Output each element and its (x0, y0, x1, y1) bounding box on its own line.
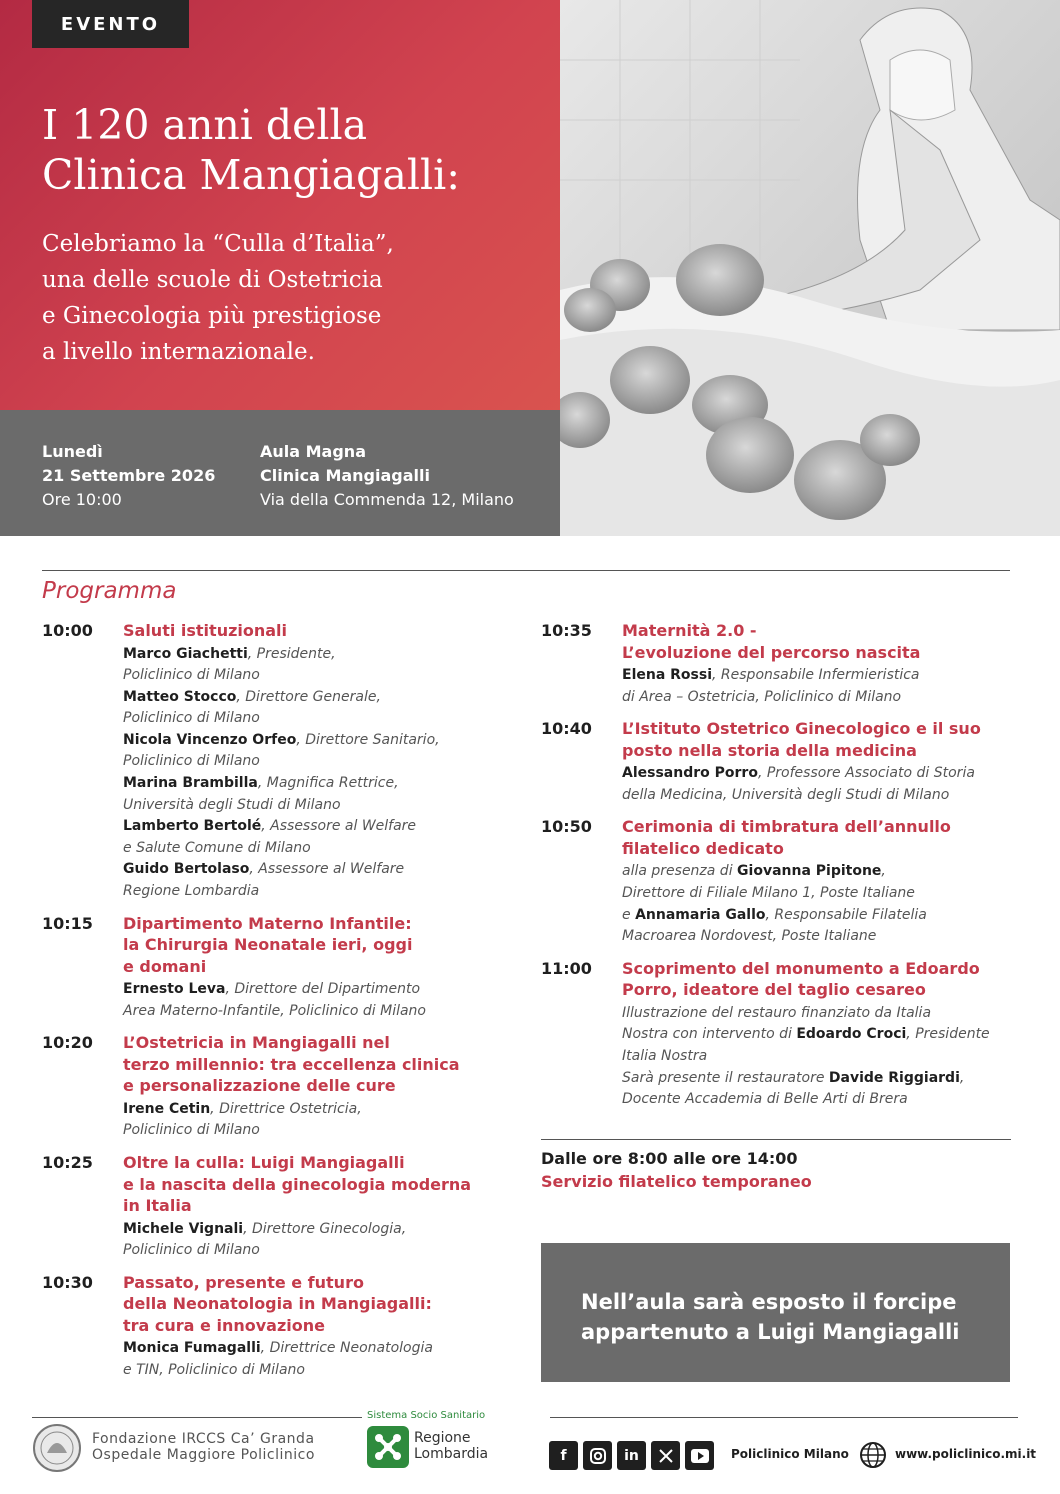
program-title-line: e la nascita della ginecologia moderna (123, 1174, 472, 1194)
divider (32, 1417, 362, 1418)
speaker-list (123, 1099, 502, 1142)
subtitle-line: Celebriamo la “Culla d’Italia”, (42, 231, 394, 257)
speaker-role: Policlinico di Milano (123, 1122, 260, 1139)
speaker-list (123, 644, 502, 903)
speaker-role: Università degli Studi di Milano (123, 796, 341, 813)
speaker-name: Ernesto Leva (123, 981, 226, 998)
speaker-line (123, 687, 502, 709)
program-title-line: tra cura e innovazione (123, 1315, 325, 1335)
title-line: I 120 anni della (42, 101, 368, 149)
speaker-line (123, 1001, 502, 1023)
program-title-line: terzo millennio: tra eccellenza clinica (123, 1054, 460, 1074)
speaker-role: di Area – Ostetricia, Policlinico di Milano (622, 688, 902, 705)
speaker-line (123, 730, 502, 752)
event-info-bar (0, 410, 560, 536)
speaker-name: Davide Riggiardi (828, 1069, 960, 1086)
speaker-role: della Medicina, Università degli Studi di Milano (622, 786, 950, 803)
program-time: 10:35 (541, 621, 592, 640)
speaker-role: , Assessore al Welfare (261, 818, 417, 835)
speaker-list (622, 1003, 1011, 1111)
program-title-text (622, 958, 1011, 1001)
speaker-role: e Salute Comune di Milano (123, 839, 311, 856)
youtube-icon[interactable] (685, 1441, 714, 1470)
speaker-list (123, 1338, 502, 1381)
speaker-role: alla presenza di (622, 863, 738, 880)
speaker-line (123, 816, 502, 838)
service-hours: Dalle ore 8:00 alle ore 14:00 (541, 1149, 798, 1168)
speaker-role: Policlinico di Milano (123, 667, 260, 684)
fondazione-line: Fondazione IRCCS Ca’ Granda (92, 1431, 315, 1447)
regione-lombardia-logo-icon (367, 1426, 409, 1468)
website-link[interactable]: www.policlinico.mi.it (895, 1447, 1037, 1461)
hero-panel (0, 0, 560, 410)
program-title-line: e personalizzazione delle cure (123, 1076, 396, 1096)
program-item (42, 620, 502, 903)
event-address: Via della Commenda 12, Milano (260, 490, 514, 509)
regione-line: Lombardia (414, 1446, 489, 1462)
program-title-line: filatelico dedicato (622, 838, 784, 858)
speaker-role: , Direttrice Ostetricia, (210, 1100, 362, 1117)
speaker-role: , Direttore Ginecologia, (243, 1220, 407, 1237)
fondazione-name (92, 1431, 315, 1463)
speaker-list (622, 665, 1011, 708)
program-title-line: della Neonatologia in Mangiagalli: (123, 1294, 432, 1314)
program-item (42, 1152, 502, 1262)
speaker-name: Elena Rossi (622, 667, 713, 683)
speaker-line (622, 883, 1011, 905)
title-line: Clinica Mangiagalli: (42, 151, 461, 199)
event-location-block (260, 440, 514, 512)
speaker-name: Guido Bertolaso (123, 861, 250, 878)
program-item (42, 913, 502, 1023)
divider (42, 570, 1010, 571)
notice-line: Nell’aula sarà esposto il forcipe (581, 1290, 957, 1314)
linkedin-icon[interactable]: in (617, 1441, 646, 1470)
speaker-line (123, 1360, 502, 1382)
program-item (541, 620, 1011, 708)
speaker-list (123, 1219, 502, 1262)
speaker-role: , Direttore Sanitario, (296, 731, 440, 748)
speaker-line (123, 859, 502, 881)
program-title-line: L’evoluzione del percorso nascita (622, 642, 921, 662)
program-time: 11:00 (541, 958, 592, 978)
program-title-text (123, 620, 502, 642)
speaker-role: , Direttore del Dipartimento (225, 981, 421, 998)
speaker-role: Docente Accademia di Belle Arti di Brera (622, 1091, 908, 1108)
program-title-line: in Italia (123, 1196, 192, 1215)
program-time: 10:00 (42, 621, 93, 640)
speaker-role: , Presidente (906, 1026, 990, 1043)
speaker-line (622, 687, 1011, 709)
page-title (42, 100, 552, 200)
divider (550, 1417, 1018, 1418)
speaker-role: , Responsabile Filatelia (765, 906, 927, 923)
program-time: 10:25 (42, 1153, 93, 1172)
program-time: 10:20 (42, 1033, 93, 1053)
subtitle-line: a livello internazionale. (42, 339, 315, 365)
speaker-role: Regione Lombardia (123, 883, 260, 900)
x-icon[interactable] (651, 1441, 680, 1470)
program-time: 10:30 (42, 1272, 93, 1292)
speaker-line (622, 1003, 1011, 1025)
service-label: Servizio filatelico temporaneo (541, 1172, 812, 1191)
speaker-name: Nicola Vincenzo Orfeo (123, 731, 297, 748)
speaker-role: , Responsabile Infermieristica (712, 667, 920, 683)
program-title-line: Cerimonia di timbratura dell’annullo (622, 817, 951, 837)
program-item (42, 1272, 502, 1382)
instagram-icon[interactable] (583, 1441, 612, 1470)
speaker-line (123, 644, 502, 666)
program-column-right (541, 620, 1011, 1121)
program-title-line: Saluti istituzionali (123, 621, 288, 640)
speaker-line (622, 665, 1011, 687)
fondazione-line: Ospedale Maggiore Policlinico (92, 1447, 315, 1463)
program-item (541, 816, 1011, 947)
speaker-role: , Magnifica Rettrice, (257, 775, 399, 792)
speaker-role: Policlinico di Milano (123, 1242, 260, 1259)
speaker-line (123, 1338, 502, 1360)
program-time: 10:40 (541, 719, 592, 739)
speaker-line (123, 1120, 502, 1142)
speaker-role: Area Materno-Infantile, Policlinico di Milano (123, 1002, 426, 1019)
speaker-line (622, 1089, 1011, 1111)
program-title-line: Maternità 2.0 - (622, 621, 757, 640)
speaker-line (622, 905, 1011, 927)
program-title-text (622, 816, 1011, 859)
speaker-role: , Professore Associato di Storia (757, 765, 975, 782)
speaker-line (622, 785, 1011, 807)
event-day: Lunedì (42, 442, 103, 461)
program-time: 10:50 (541, 817, 592, 837)
speaker-line (123, 838, 502, 860)
speaker-line (123, 708, 502, 730)
speaker-role: , (881, 863, 886, 880)
fondazione-seal-icon (32, 1423, 82, 1473)
event-building: Clinica Mangiagalli (260, 466, 430, 485)
program-title-line: Scoprimento del monumento a Edoardo (622, 958, 980, 978)
program-title-line: L’Ostetricia in Mangiagalli nel (123, 1033, 390, 1053)
event-date: 21 Settembre 2026 (42, 466, 216, 485)
program-title-line: la Chirurgia Neonatale ieri, oggi (123, 935, 413, 955)
speaker-role: Sarà presente il restauratore (622, 1069, 829, 1086)
speaker-name: Annamaria Gallo (635, 906, 766, 923)
speaker-name: Giovanna Pipitone (737, 863, 882, 880)
speaker-line (123, 665, 502, 687)
program-title-line: Dipartimento Materno Infantile: (123, 913, 412, 933)
speaker-role: Italia Nostra (622, 1047, 708, 1064)
program-title-text (123, 913, 502, 978)
subtitle (42, 226, 552, 370)
program-title-text (622, 620, 1011, 663)
speaker-role: Policlinico di Milano (123, 710, 260, 727)
program-title-text (123, 1272, 502, 1337)
speaker-line (622, 1024, 1011, 1046)
speaker-list (622, 763, 1011, 806)
event-time: Ore 10:00 (42, 490, 122, 509)
speaker-role: , Direttrice Neonatologia (260, 1340, 433, 1357)
speaker-list (123, 979, 502, 1022)
speaker-line (622, 763, 1011, 785)
speaker-list (622, 861, 1011, 947)
speaker-line (622, 1068, 1011, 1090)
program-item (541, 718, 1011, 806)
speaker-name: Michele Vignali (123, 1220, 244, 1237)
event-badge: EVENTO (32, 0, 189, 48)
speaker-line (123, 881, 502, 903)
speaker-role: Illustrazione del restauro finanziato da Italia (622, 1004, 932, 1021)
speaker-line (123, 1099, 502, 1121)
speaker-role: e (622, 906, 636, 923)
event-hall: Aula Magna (260, 442, 366, 461)
subtitle-line: una delle scuole di Ostetricia (42, 267, 383, 293)
speaker-role: Nostra con intervento di (622, 1026, 797, 1043)
speaker-line (123, 795, 502, 817)
speaker-line (622, 926, 1011, 948)
program-title: Programma (42, 578, 177, 604)
social-handle[interactable]: Policlinico Milano (731, 1447, 849, 1461)
program-title-line: Oltre la culla: Luigi Mangiagalli (123, 1153, 405, 1172)
speaker-name: Marina Brambilla (123, 775, 258, 792)
speaker-role: Direttore di Filiale Milano 1, Poste Italiane (622, 884, 915, 901)
speaker-line (123, 773, 502, 795)
facebook-icon[interactable]: f (549, 1441, 578, 1470)
program-time: 10:15 (42, 913, 93, 933)
ssr-label: Sistema Socio Sanitario (367, 1410, 486, 1421)
speaker-name: Edoardo Croci (796, 1026, 907, 1043)
divider (541, 1139, 1011, 1140)
speaker-role: Policlinico di Milano (123, 753, 260, 770)
speaker-line (123, 979, 502, 1001)
speaker-role: , Direttore Generale, (236, 688, 381, 705)
program-item (541, 958, 1011, 1111)
speaker-line (123, 751, 502, 773)
program-title-line: posto nella storia della medicina (622, 740, 917, 760)
speaker-name: Monica Fumagalli (123, 1340, 261, 1357)
program-title-line: Passato, presente e futuro (123, 1272, 364, 1292)
regione-name (414, 1430, 488, 1462)
event-date-block (42, 440, 215, 512)
subtitle-line: e Ginecologia più prestigiose (42, 303, 382, 329)
speaker-line (622, 1046, 1011, 1068)
speaker-role: , Presidente, (247, 645, 336, 662)
social-links (549, 1441, 714, 1470)
historical-photo (560, 0, 1060, 536)
program-title-line: Porro, ideatore del taglio cesareo (622, 980, 926, 1000)
speaker-name: Irene Cetin (123, 1100, 211, 1117)
program-title-line: L’Istituto Ostetrico Ginecologico e il suo (622, 719, 981, 739)
speaker-role: , (959, 1069, 965, 1086)
speaker-line (123, 1219, 502, 1241)
speaker-role: , Assessore al Welfare (249, 861, 405, 878)
speaker-name: Marco Giachetti (123, 645, 248, 662)
speaker-name: Matteo Stocco (123, 688, 237, 705)
regione-line: Regione (414, 1430, 471, 1446)
program-title-text (622, 718, 1011, 761)
program-title-line: e domani (123, 956, 207, 976)
program-title-text (123, 1032, 502, 1097)
speaker-role: e TIN, Policlinico di Milano (123, 1361, 305, 1378)
speaker-role: Macroarea Nordovest, Poste Italiane (622, 928, 877, 945)
program-column-left (42, 620, 502, 1391)
notice-line: appartenuto a Luigi Mangiagalli (581, 1320, 960, 1344)
program-item (42, 1032, 502, 1142)
globe-icon (859, 1441, 887, 1469)
program-title-text (123, 1152, 502, 1217)
speaker-line (123, 1240, 502, 1262)
notice-box (541, 1243, 1010, 1382)
speaker-name: Lamberto Bertolé (123, 818, 262, 835)
speaker-name: Alessandro Porro (622, 765, 758, 782)
speaker-line (622, 861, 1011, 883)
